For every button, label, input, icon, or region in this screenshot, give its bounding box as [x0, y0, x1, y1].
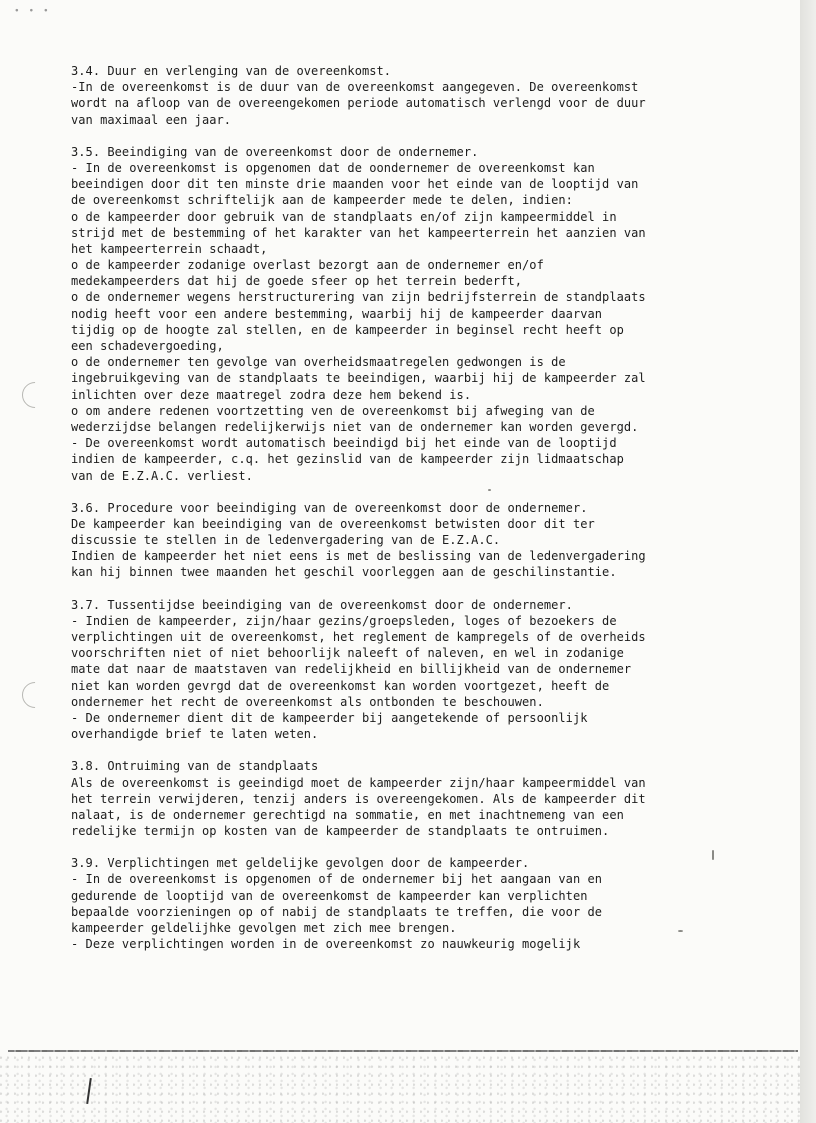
text-line: discussie te stellen in de ledenvergadering van de E.Z.A.C. — [71, 533, 501, 548]
scan-speckle — [488, 489, 491, 491]
text-line: niet kan worden gevrgd dat de overeenkomst kan worden voortgezet, heeft de — [71, 678, 610, 693]
section-1 — [71, 63, 721, 128]
text-line: - De overeenkomst wordt automatisch beeindigd bij het einde van de looptijd — [71, 436, 617, 451]
section-4 — [71, 597, 721, 743]
text-line: wederzijdse belangen redelijkerwijs niet van de ondernemer kan worden gevergd. — [71, 419, 639, 434]
text-line: inlichten over deze maatregel zodra deze hem bekend is. — [71, 387, 472, 402]
text-line: wordt na afloop van de overeengekomen periode automatisch verlengd voor de duur — [71, 96, 646, 111]
text-line: - Indien de kampeerder, zijn/haar gezins/groepsleden, loges of bezoekers de — [71, 613, 617, 628]
text-line: - In de overeenkomst is opgenomen dat de oondernemer de overeenkomst kan — [71, 160, 595, 175]
text-line: het terrein verwijderen, tenzij anders is overeengekomen. Als de kampeerder dit — [71, 791, 646, 806]
text-line: medekampeerders dat hij de goede sfeer op het terrein bederft, — [71, 274, 523, 289]
text-line: De kampeerder kan beeindiging van de overeenkomst betwisten door dit ter — [71, 516, 595, 531]
text-line: bepaalde voorzieningen op of nabij de standplaats te treffen, die voor de — [71, 904, 603, 919]
typed-text-body — [71, 63, 721, 968]
section-heading: 3.4. Duur en verlenging van de overeenkomst. — [71, 64, 392, 78]
punch-hole-bottom — [17, 677, 54, 714]
scan-speckle — [712, 850, 714, 860]
text-line: tijdig op de hoogte zal stellen, en de kampeerder in beginsel recht heeft op — [71, 322, 624, 337]
page-edge — [800, 0, 816, 1123]
section-5 — [71, 758, 721, 839]
text-line: nodig heeft voor een andere bestemming, waarbij hij de kampeerder daarvan — [71, 306, 603, 321]
text-line: o de ondernemer wegens herstructurering van zijn bedrijfsterrein de standplaats — [71, 290, 646, 305]
text-line: o de kampeerder zodanige overlast bezorgt aan de ondernemer en/of — [71, 258, 544, 273]
text-line: kan hij binnen twee maanden het geschil voorleggen aan de geschilinstantie. — [71, 565, 617, 580]
text-line: het kampeerterrein schaadt, — [71, 241, 268, 256]
scan-speckle — [678, 930, 683, 932]
text-line: -In de overeenkomst is de duur van de overeenkomst aangegeven. De overeenkomst — [71, 80, 639, 95]
section-6 — [71, 855, 721, 952]
text-line: indien de kampeerder, c.q. het gezinslid van de kampeerder zijn lidmaatschap — [71, 452, 624, 467]
text-line: gedurende de looptijd van de overeenkomst de kampeerder kan verplichten — [71, 888, 588, 903]
section-heading: 3.5. Beeindiging van de overeenkomst door de ondernemer. — [71, 144, 479, 159]
text-line: o de kampeerder door gebruik van de standplaats en/of zijn kampeermiddel in — [71, 209, 617, 224]
text-line: kampeerder geldelijhke gevolgen met zich mee brengen. — [71, 921, 457, 935]
text-line: nalaat, is de ondernemer gerechtigd na sommatie, en met inachtnemeng van een — [71, 807, 624, 822]
text-line: een schadevergoeding, — [71, 339, 224, 353]
section-3 — [71, 500, 721, 581]
section-heading: 3.8. Ontruiming van de standplaats — [71, 759, 319, 774]
text-line: strijd met de bestemming of het karakter van het kampeerterrein het aanzien van — [71, 225, 646, 240]
text-line: ingebruikgeving van de standplaats te beeindigen, waarbij hij de kampeerder zal — [71, 371, 646, 386]
text-line: mate dat naar de maatstaven van redelijkheid en billijkheid van de ondernemer — [71, 662, 632, 677]
text-line: o om andere redenen voortzetting ven de overeenkomst bij afweging van de — [71, 403, 595, 418]
text-line: de overeenkomst schriftelijk aan de kampeerder mede te delen, indien: — [71, 193, 573, 208]
bottom-scan-rule — [8, 1050, 798, 1052]
text-line: Indien de kampeerder het niet eens is met de beslissing van de ledenvergadering — [71, 549, 646, 564]
section-2 — [71, 144, 721, 484]
section-heading: 3.6. Procedure voor beeindiging van de overeenkomst door de ondernemer. — [71, 500, 588, 515]
section-heading: 3.9. Verplichtingen met geldelijke gevolgen door de kampeerder. — [71, 856, 530, 871]
text-line: overhandigde brief te laten weten. — [71, 727, 319, 742]
text-line: Als de overeenkomst is geeindigd moet de kampeerder zijn/haar kampeermiddel van — [71, 775, 646, 790]
text-line: - De ondernemer dient dit de kampeerder bij aangetekende of persoonlijk — [71, 710, 588, 725]
text-line: beeindigen door dit ten minste drie maanden voor het einde van de looptijd van — [71, 177, 639, 192]
text-line: o de ondernemer ten gevolge van overheidsmaatregelen gedwongen is de — [71, 355, 566, 370]
text-line: redelijke termijn op kosten van de kampeerder de standplaats te ontruimen. — [71, 824, 610, 839]
text-line: - Deze verplichtingen worden in de overeenkomst zo nauwkeurig mogelijk — [71, 937, 581, 952]
punch-hole-top — [17, 377, 54, 414]
text-line: ondernemer het recht de overeenkomst als ontbonden te beschouwen. — [71, 694, 544, 709]
text-line: - In de overeenkomst is opgenomen of de ondernemer bij het aangaan van en — [71, 872, 603, 887]
text-line: voorschriften niet of niet behoorlijk naleeft of naleven, en wel in zodanige — [71, 646, 624, 661]
corner-mark: ∙ ∙ ∙ — [14, 6, 52, 16]
bottom-scan-noise — [0, 1055, 800, 1123]
text-line: verplichtingen uit de overeenkomst, het reglement de kampregels of de overheids — [71, 630, 646, 644]
section-heading: 3.7. Tussentijdse beeindiging van de overeenkomst door de ondernemer. — [71, 597, 573, 612]
text-line: van maximaal een jaar. — [71, 112, 232, 127]
text-line: van de E.Z.A.C. verliest. — [71, 468, 253, 483]
